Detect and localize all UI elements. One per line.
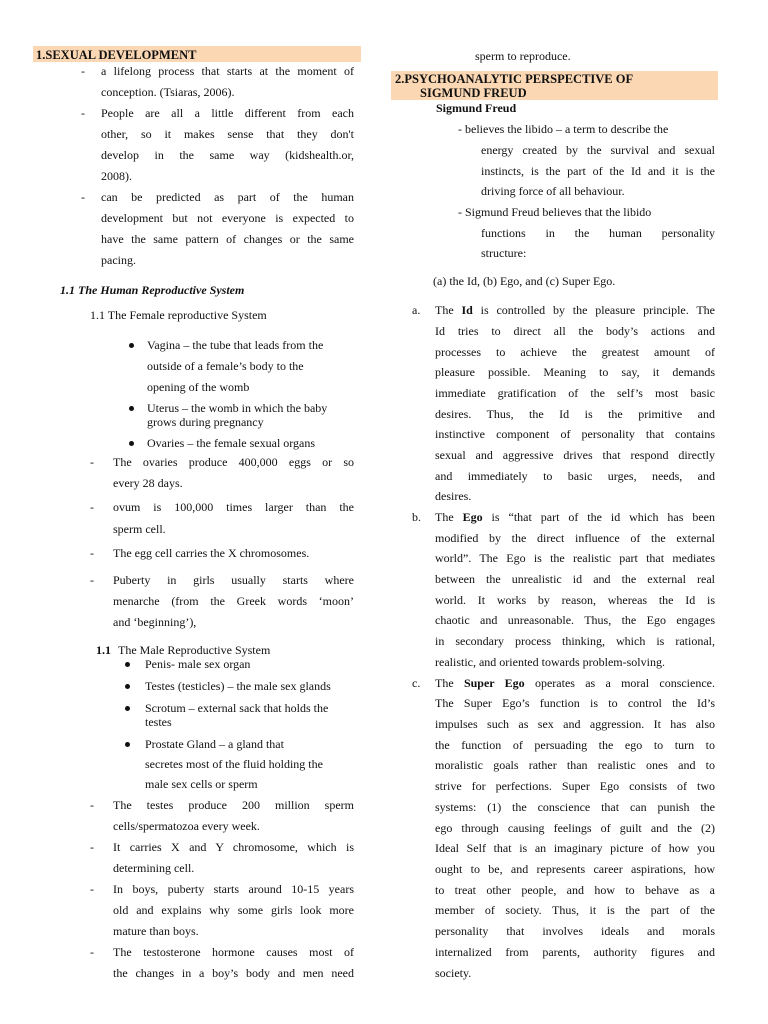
ego-line: between the unrealistic id and the external real xyxy=(435,572,715,586)
list-label-c: c. xyxy=(412,676,421,690)
male-organ-line: Penis- male sex organ xyxy=(145,657,251,671)
bullet-dot xyxy=(125,742,130,747)
id-line: sexual and aggressive drives that respond directly xyxy=(435,448,715,462)
superego-first-line: The Super Ego operates as a moral conscience. xyxy=(435,676,715,690)
carryover-line: sperm to reproduce. xyxy=(475,49,571,63)
male-fact-line: The testes produce 200 million sperm xyxy=(113,798,354,812)
id-line: pleasure possible. Meaning to say, it demands xyxy=(435,365,715,379)
intro-line: can be predicted as part of the human xyxy=(101,190,354,204)
superego-line: member of society. Thus, it is the part of the xyxy=(435,903,715,917)
bullet-dash: - xyxy=(90,840,94,854)
bullet-dash: - xyxy=(81,106,85,120)
superego-line: systems: (1) the conscience that can punish the xyxy=(435,800,715,814)
freud-point-line: - believes the libido – a term to describe the xyxy=(458,122,669,136)
freud-point-line: - Sigmund Freud believes that the libido xyxy=(458,205,652,219)
bullet-dot xyxy=(129,406,134,411)
bullet-dot xyxy=(129,343,134,348)
superego-line: society. xyxy=(435,966,472,980)
list-label-a: a. xyxy=(412,303,421,317)
superego-line: personality that involves ideals and morals xyxy=(435,924,715,938)
freud-point-line: structure: xyxy=(481,246,527,260)
id-first-line: The Id is controlled by the pleasure principle. The xyxy=(435,303,715,317)
bullet-dot xyxy=(125,662,130,667)
bullet-dot xyxy=(125,706,130,711)
female-fact-line: and ‘beginning’), xyxy=(113,615,197,629)
bullet-dash: - xyxy=(90,455,94,469)
superego-line: ought to be, and represents career aspirations, how xyxy=(435,862,715,876)
male-fact-line: mature than boys. xyxy=(113,924,199,938)
superego-line: ego through causing feelings of guilt and the (2) xyxy=(435,821,715,835)
section-heading-psychoanalytic-line2: SIGMUND FREUD xyxy=(420,86,527,100)
id-line: instinctive component of personality that contains xyxy=(435,427,715,441)
female-fact-line: The ovaries produce 400,000 eggs or so xyxy=(113,455,354,469)
id-line: immediate gratification of the self’s most basic xyxy=(435,386,715,400)
intro-line: 2008). xyxy=(101,169,132,183)
intro-line: have the same pattern of changes or the same xyxy=(101,232,354,246)
female-fact-line: every 28 days. xyxy=(113,476,183,490)
superego-line: The Super Ego’s function is to control the Id’s xyxy=(435,696,715,710)
bullet-dot xyxy=(129,441,134,446)
intro-line: pacing. xyxy=(101,253,136,267)
subheading-human-reproductive-system: 1.1 The Human Reproductive System xyxy=(60,283,245,297)
freud-point-line: instincts, is the part of the Id and it is the xyxy=(481,164,715,178)
intro-line: a lifelong process that starts at the moment of xyxy=(101,64,354,78)
male-fact-line: It carries X and Y chromosome, which is xyxy=(113,840,354,854)
intro-line: conception. (Tsiaras, 2006). xyxy=(101,85,235,99)
author-sigmund-freud: Sigmund Freud xyxy=(436,101,517,115)
ego-first-line: The Ego is “that part of the id which has been xyxy=(435,510,715,524)
ego-line: world. It works by reason, whereas the Id is xyxy=(435,593,715,607)
male-system-number: 1.1 xyxy=(96,643,111,657)
freud-point-line: energy created by the survival and sexual xyxy=(481,143,715,157)
female-fact-line: The egg cell carries the X chromosomes. xyxy=(113,546,310,560)
male-organ-line: male sex cells or sperm xyxy=(145,777,258,791)
male-system-title: The Male Reproductive System xyxy=(118,643,271,657)
freud-point-line: driving force of all behaviour. xyxy=(481,184,625,198)
female-fact-line: Puberty in girls usually starts where xyxy=(113,573,354,587)
ego-line: world”. The Ego is the realistic part that mediates xyxy=(435,551,715,565)
male-organ-line: Testes (testicles) – the male sex glands xyxy=(145,679,331,693)
female-fact-line: sperm cell. xyxy=(113,522,166,536)
ego-line: modified by the direct influence of the external xyxy=(435,531,715,545)
female-organ-line: outside of a female’s body to the xyxy=(147,359,304,373)
superego-line: to treat other people, and how to behave as a xyxy=(435,883,715,897)
male-fact-line: In boys, puberty starts around 10-15 years xyxy=(113,882,354,896)
intro-line: development but not everyone is expected to xyxy=(101,211,354,225)
ego-line: in secondary process thinking, which is rational, xyxy=(435,634,715,648)
male-organ-line: secretes most of the fluid holding the xyxy=(145,757,323,771)
ego-line: realistic, and oriented towards problem-solving. xyxy=(435,655,665,669)
male-fact-line: cells/spermatozoa every week. xyxy=(113,819,260,833)
male-organ-line: Scrotum – external sack that holds the xyxy=(145,701,329,715)
id-line: Id tries to direct all the body’s actions and xyxy=(435,324,715,338)
female-organ-line: Ovaries – the female sexual organs xyxy=(147,436,316,450)
id-line: processes to achieve the greatest amount of xyxy=(435,345,715,359)
section-heading-sexual-development: 1.SEXUAL DEVELOPMENT xyxy=(36,48,197,62)
male-organ-line: Prostate Gland – a gland that xyxy=(145,737,284,751)
superego-line: impulses such as sex and aggression. It has also xyxy=(435,717,715,731)
superego-line: strive for perfections. Super Ego consists of two xyxy=(435,779,715,793)
bullet-dash: - xyxy=(90,546,94,560)
female-organ-line: opening of the womb xyxy=(147,380,250,394)
id-line: and immediately to basic urges, needs, and xyxy=(435,469,715,483)
section-heading-psychoanalytic-line1: 2.PSYCHOANALYTIC PERSPECTIVE OF xyxy=(395,72,634,86)
bullet-dash: - xyxy=(90,573,94,587)
bullet-dot xyxy=(125,684,130,689)
superego-line: the function of persuading the ego to turn to xyxy=(435,738,715,752)
male-organ-line: testes xyxy=(145,715,172,729)
personality-structure-line: (a) the Id, (b) Ego, and (c) Super Ego. xyxy=(433,274,616,288)
male-fact-line: The testosterone hormone causes most of xyxy=(113,945,354,959)
superego-line: internalized from parents, authority figures and xyxy=(435,945,715,959)
female-organ-line: grows during pregnancy xyxy=(147,415,264,429)
intro-line: other, so it makes sense that they don't xyxy=(101,127,354,141)
ego-line: chaotic and unreasonable. Thus, the Ego engages xyxy=(435,613,715,627)
female-organ-line: Vagina – the tube that leads from the xyxy=(147,338,324,352)
female-organ-line: Uterus – the womb in which the baby xyxy=(147,401,328,415)
intro-line: develop in the same way (kidshealth.or, xyxy=(101,148,354,162)
bullet-dash: - xyxy=(81,190,85,204)
superego-line: Ideal Self that is an imaginary picture of how you xyxy=(435,841,715,855)
male-fact-line: determining cell. xyxy=(113,861,195,875)
bullet-dash: - xyxy=(90,882,94,896)
id-line: desires. xyxy=(435,489,472,503)
intro-line: People are all a little different from each xyxy=(101,106,354,120)
female-fact-line: menarche (from the Greek words ‘moon’ xyxy=(113,594,354,608)
bullet-dash: - xyxy=(90,798,94,812)
id-line: desires. Thus, the Id is the primitive and xyxy=(435,407,715,421)
female-system-title: 1.1 The Female reproductive System xyxy=(90,308,267,322)
bullet-dash: - xyxy=(90,945,94,959)
male-fact-line: old and explains why some girls look more xyxy=(113,903,354,917)
female-fact-line: ovum is 100,000 times larger than the xyxy=(113,500,354,514)
list-label-b: b. xyxy=(412,510,421,524)
freud-point-line: functions in the human personality xyxy=(481,226,715,240)
bullet-dash: - xyxy=(81,64,85,78)
bullet-dash: - xyxy=(90,500,94,514)
male-fact-line: the changes in a boy’s body and men need xyxy=(113,966,354,980)
superego-line: moralistic goals rather than realistic ones and to xyxy=(435,758,715,772)
